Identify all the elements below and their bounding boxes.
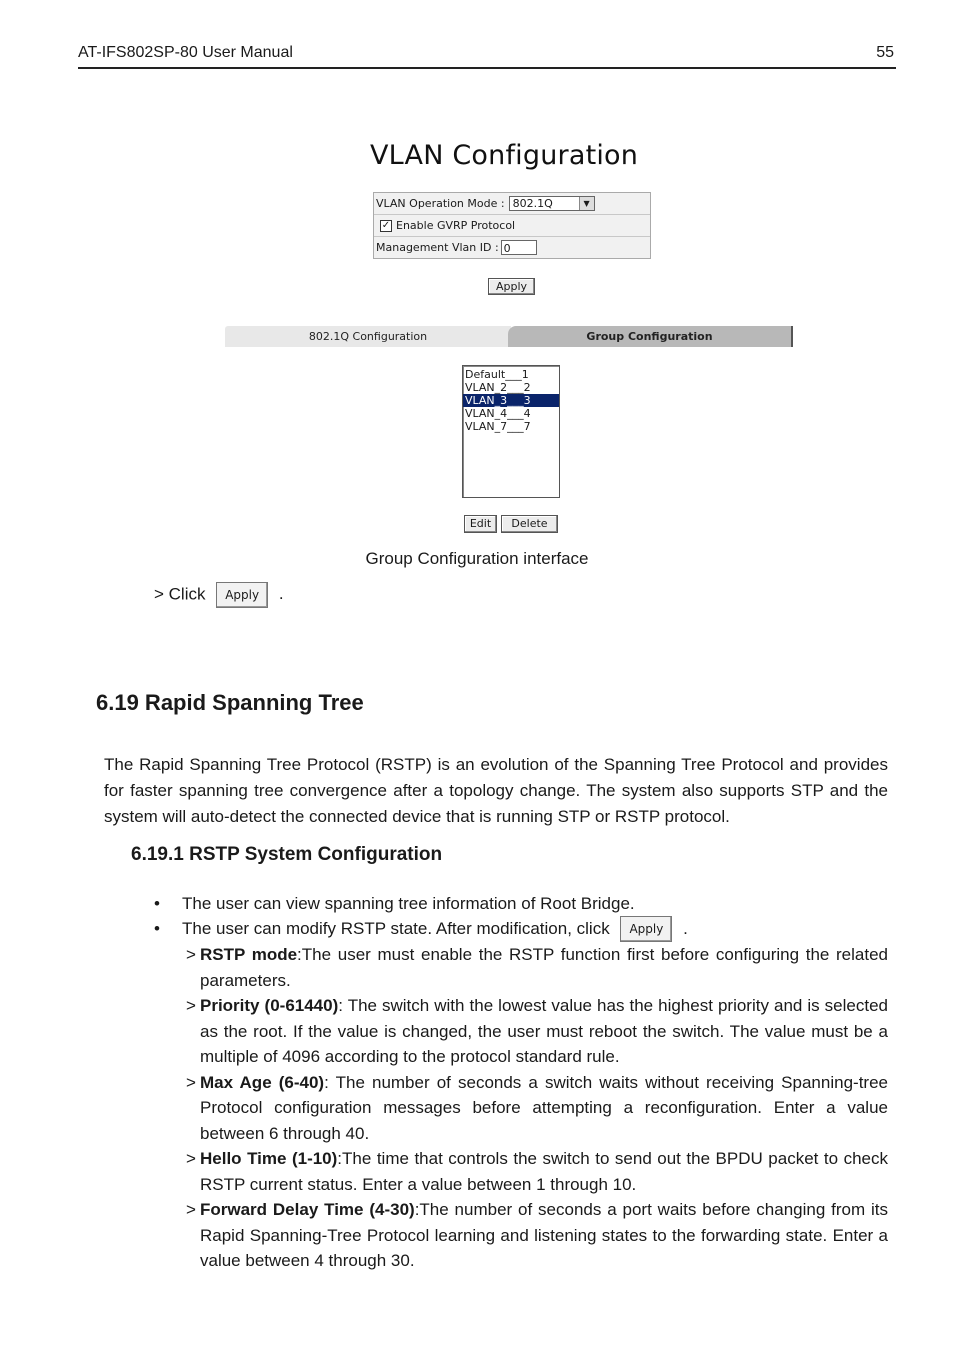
apply-button[interactable]: Apply <box>488 278 535 295</box>
running-header-title: AT-IFS802SP-80 User Manual <box>78 44 293 61</box>
item-text: : The switch with the lowest value has the highest priority and is selected as the root. If the value is changed, the user must reboot the switch. The value must be a multiple of 4096 according to the protocol standard rule. <box>200 996 888 1067</box>
list-item: > Forward Delay Time (4-30):The number of seconds a port waits before changing from its Rapid Spanning-Tree Protocol learning and listening states to the forwarding state. Enter a value between 4 through 30. <box>186 1200 888 1271</box>
chevron-down-icon[interactable]: ▼ <box>579 197 594 210</box>
item-term: RSTP mode <box>200 945 298 965</box>
item-term: Hello Time (1-10) <box>200 1149 338 1169</box>
tab-group-configuration[interactable]: Group Configuration <box>508 326 793 347</box>
item-term: Forward Delay Time (4-30) <box>200 1200 415 1220</box>
list-item[interactable]: VLAN_2___2 <box>465 381 531 394</box>
item-text: : The number of seconds a switch waits without receiving Spanning-tree Protocol configuration messages before attempting a reconfiguration. Enter a value between 6 through 40. <box>200 1072 888 1143</box>
subsection-heading: 6.19.1 RSTP System Configuration <box>131 844 443 865</box>
list-item-selected[interactable]: VLAN_3___3 <box>463 394 559 407</box>
mgmt-vlan-input[interactable]: 0 <box>501 240 537 255</box>
item-text: :The number of seconds a port waits before changing from its Rapid Spanning-Tree Protocol learning and listening states to the forwarding state. Enter a value between 4 through 30. <box>200 1200 888 1271</box>
list-item: > Priority (0-61440): The switch with the lowest value has the highest priority and is selected as the root. If the value is changed, the user must reboot the switch. The value must be a multiple of 4096 according to the protocol standard rule. <box>186 996 888 1067</box>
item-text: :The user must enable the RSTP function first before configuring the related parameters. <box>200 945 889 990</box>
list-item[interactable]: VLAN_7___7 <box>465 420 531 433</box>
click-suffix: . <box>278 584 284 604</box>
list-item <box>154 891 888 917</box>
vlan-group-list[interactable] <box>462 365 560 498</box>
mgmt-vlan-label: Management Vlan ID : <box>376 241 499 254</box>
bullet-suffix: . <box>683 918 688 938</box>
bullet-icon: • <box>154 894 160 913</box>
list-item: > Max Age (6-40): The number of seconds a switch waits without receiving Spanning-tree Protocol configuration messages before attempting a reconfiguration. Enter a value between 6 through 40. <box>186 1072 888 1143</box>
page-number: 55 <box>876 44 894 61</box>
gvrp-label: Enable GVRP Protocol <box>396 219 516 232</box>
figure-caption: Group Configuration interface <box>365 549 589 568</box>
header-rule <box>78 67 896 69</box>
operation-mode-label: VLAN Operation Mode : <box>376 197 505 210</box>
operation-mode-row <box>374 193 650 215</box>
list-item[interactable]: VLAN_4___4 <box>465 407 531 420</box>
item-text: :The time that controls the switch to send out the BPDU packet to check RSTP current status. Enter a value between 1 through 10. <box>200 1149 888 1194</box>
bullet-list <box>154 891 888 1274</box>
vlan-config-title: VLAN Configuration <box>370 140 639 171</box>
click-instruction <box>154 582 284 608</box>
item-term: Max Age (6-40) <box>200 1072 325 1092</box>
vlan-config-form <box>373 192 651 259</box>
section-intro: The Rapid Spanning Tree Protocol (RSTP) is an evolution of the Spanning Tree Protocol and provides for faster spanning tree convergence after a topology change. The system also supports STP and the system will auto-detect the connected device that is running STP or RSTP protocol. <box>104 755 888 826</box>
item-term: Priority (0-61440) <box>200 996 339 1016</box>
operation-mode-select[interactable] <box>509 196 595 211</box>
gvrp-row <box>374 215 650 237</box>
inline-apply-button[interactable]: Apply <box>620 916 672 942</box>
click-prefix: > Click <box>154 584 206 604</box>
list-item[interactable]: Default___1 <box>465 368 529 381</box>
tab-8021q-configuration[interactable]: 802.1Q Configuration <box>225 326 511 347</box>
edit-button[interactable]: Edit <box>464 515 497 533</box>
config-tabs <box>225 326 793 347</box>
list-item: > RSTP mode:The user must enable the RSTP function first before configuring the related parameters. <box>186 945 889 990</box>
gvrp-checkbox[interactable]: ✓ <box>381 219 391 231</box>
bullet-icon: • <box>154 918 160 938</box>
list-item <box>154 916 888 943</box>
operation-mode-value: 802.1Q <box>512 197 553 210</box>
list-item: > Hello Time (1-10):The time that controls the switch to send out the BPDU packet to check RSTP current status. Enter a value between 1 through 10. <box>186 1149 888 1194</box>
bullet-text: The user can modify RSTP state. After modification, click <box>182 918 610 938</box>
delete-button[interactable]: Delete <box>501 515 558 533</box>
section-heading: 6.19 Rapid Spanning Tree <box>96 690 364 715</box>
mgmt-vlan-row <box>374 237 650 258</box>
bullet-text: The user can view spanning tree information of Root Bridge. <box>182 894 635 913</box>
inline-apply-button[interactable]: Apply <box>216 582 268 608</box>
